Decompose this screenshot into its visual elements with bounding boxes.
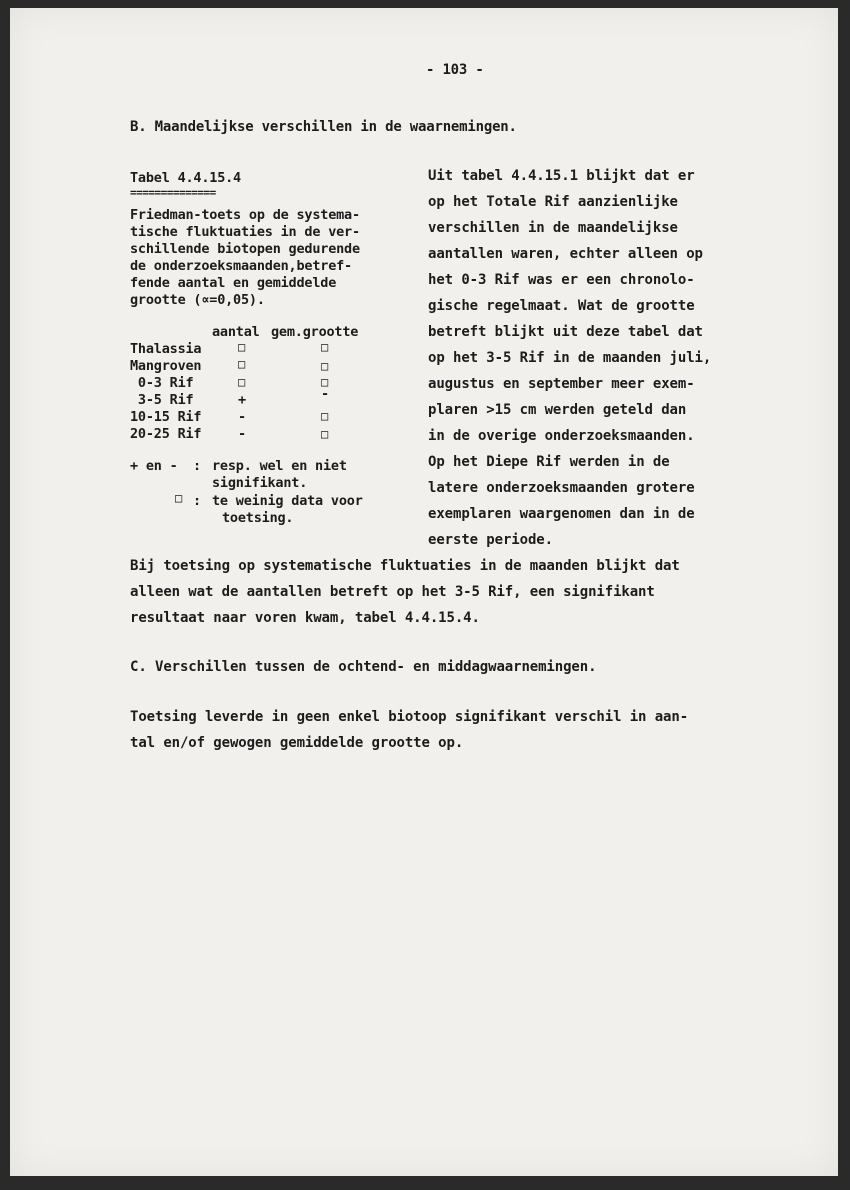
table-cell-aantal: - <box>238 426 246 442</box>
right-column-line: augustus en september meer exem- <box>428 376 695 392</box>
table-cell-grootte: □ <box>321 375 329 389</box>
right-column-line: het 0-3 Rif was er een chronolo- <box>428 272 695 288</box>
legend-symbol: + en - <box>130 458 178 474</box>
table-row-label: 20-25 Rif <box>130 426 202 442</box>
table-cell-grootte: □ <box>321 409 329 423</box>
right-column-line: betreft blijkt uit deze tabel dat <box>428 324 703 340</box>
table-row-label: 0-3 Rif <box>130 375 194 391</box>
right-column-line: latere onderzoeksmaanden grotere <box>428 480 695 496</box>
table-cell-grootte: - <box>321 386 329 402</box>
legend-symbol: □ <box>175 491 183 505</box>
right-column-line: op het 3-5 Rif in de maanden juli, <box>428 350 712 366</box>
section-b-heading: B. Maandelijkse verschillen in de waarnemingen. <box>130 119 517 135</box>
body-line: resultaat naar voren kwam, tabel 4.4.15.4. <box>130 610 480 626</box>
table-row-label: Mangroven <box>130 358 202 374</box>
right-column-line: Uit tabel 4.4.15.1 blijkt dat er <box>428 168 695 184</box>
legend-text: toetsing. <box>222 510 294 526</box>
table-cell-aantal: □ <box>238 357 246 371</box>
legend-text: signifikant. <box>212 475 308 491</box>
right-column-line: aantallen waren, echter alleen op <box>428 246 703 262</box>
table-cell-grootte: □ <box>321 359 329 373</box>
section-c-line: Toetsing leverde in geen enkel biotoop signifikant verschil in aan- <box>130 709 689 725</box>
legend-text: te weinig data voor <box>212 493 363 509</box>
right-column-line: op het Totale Rif aanzienlijke <box>428 194 678 210</box>
table-caption-line: de onderzoeksmaanden,betref- <box>130 258 352 274</box>
legend-sep: : <box>193 493 201 509</box>
table-caption-line: tische fluktuaties in de ver- <box>130 224 360 240</box>
right-column-line: verschillen in de maandelijkse <box>428 220 678 236</box>
table-title: Tabel 4.4.15.4 <box>130 170 241 186</box>
body-line: Bij toetsing op systematische fluktuaties in de maanden blijkt dat <box>130 558 680 574</box>
col-header-grootte: gem.grootte <box>271 324 359 340</box>
table-cell-aantal: - <box>238 409 246 425</box>
table-row-label: Thalassia <box>130 341 202 357</box>
document-page <box>10 8 838 1176</box>
table-row-label: 3-5 Rif <box>130 392 194 408</box>
body-line: alleen wat de aantallen betreft op het 3-5 Rif, een signifikant <box>130 584 655 600</box>
table-caption-line: schillende biotopen gedurende <box>130 241 360 257</box>
right-column-line: exemplaren waargenomen dan in de <box>428 506 695 522</box>
page-number: - 103 - <box>426 62 484 78</box>
table-caption-line: grootte (∝=0,05). <box>130 292 265 308</box>
right-column-line: eerste periode. <box>428 532 553 548</box>
legend-sep: : <box>193 458 201 474</box>
table-caption-line: fende aantal en gemiddelde <box>130 275 337 291</box>
right-column-line: Op het Diepe Rif werden in de <box>428 454 670 470</box>
right-column-line: in de overige onderzoeksmaanden. <box>428 428 695 444</box>
table-row-label: 10-15 Rif <box>130 409 202 425</box>
table-cell-aantal: + <box>238 392 246 408</box>
right-column-line: plaren >15 cm werden geteld dan <box>428 402 687 418</box>
table-cell-aantal: □ <box>238 340 246 354</box>
right-column-line: gische regelmaat. Wat de grootte <box>428 298 695 314</box>
table-cell-grootte: □ <box>321 340 329 354</box>
table-caption-line: Friedman-toets op de systema- <box>130 207 360 223</box>
table-cell-grootte: □ <box>321 427 329 441</box>
legend-text: resp. wel en niet <box>212 458 347 474</box>
table-cell-aantal: □ <box>238 375 246 389</box>
table-title-underline: ============== <box>130 186 216 199</box>
section-c-heading: C. Verschillen tussen de ochtend- en middagwaarnemingen. <box>130 659 597 675</box>
col-header-aantal: aantal <box>212 324 260 340</box>
section-c-line: tal en/of gewogen gemiddelde grootte op. <box>130 735 464 751</box>
